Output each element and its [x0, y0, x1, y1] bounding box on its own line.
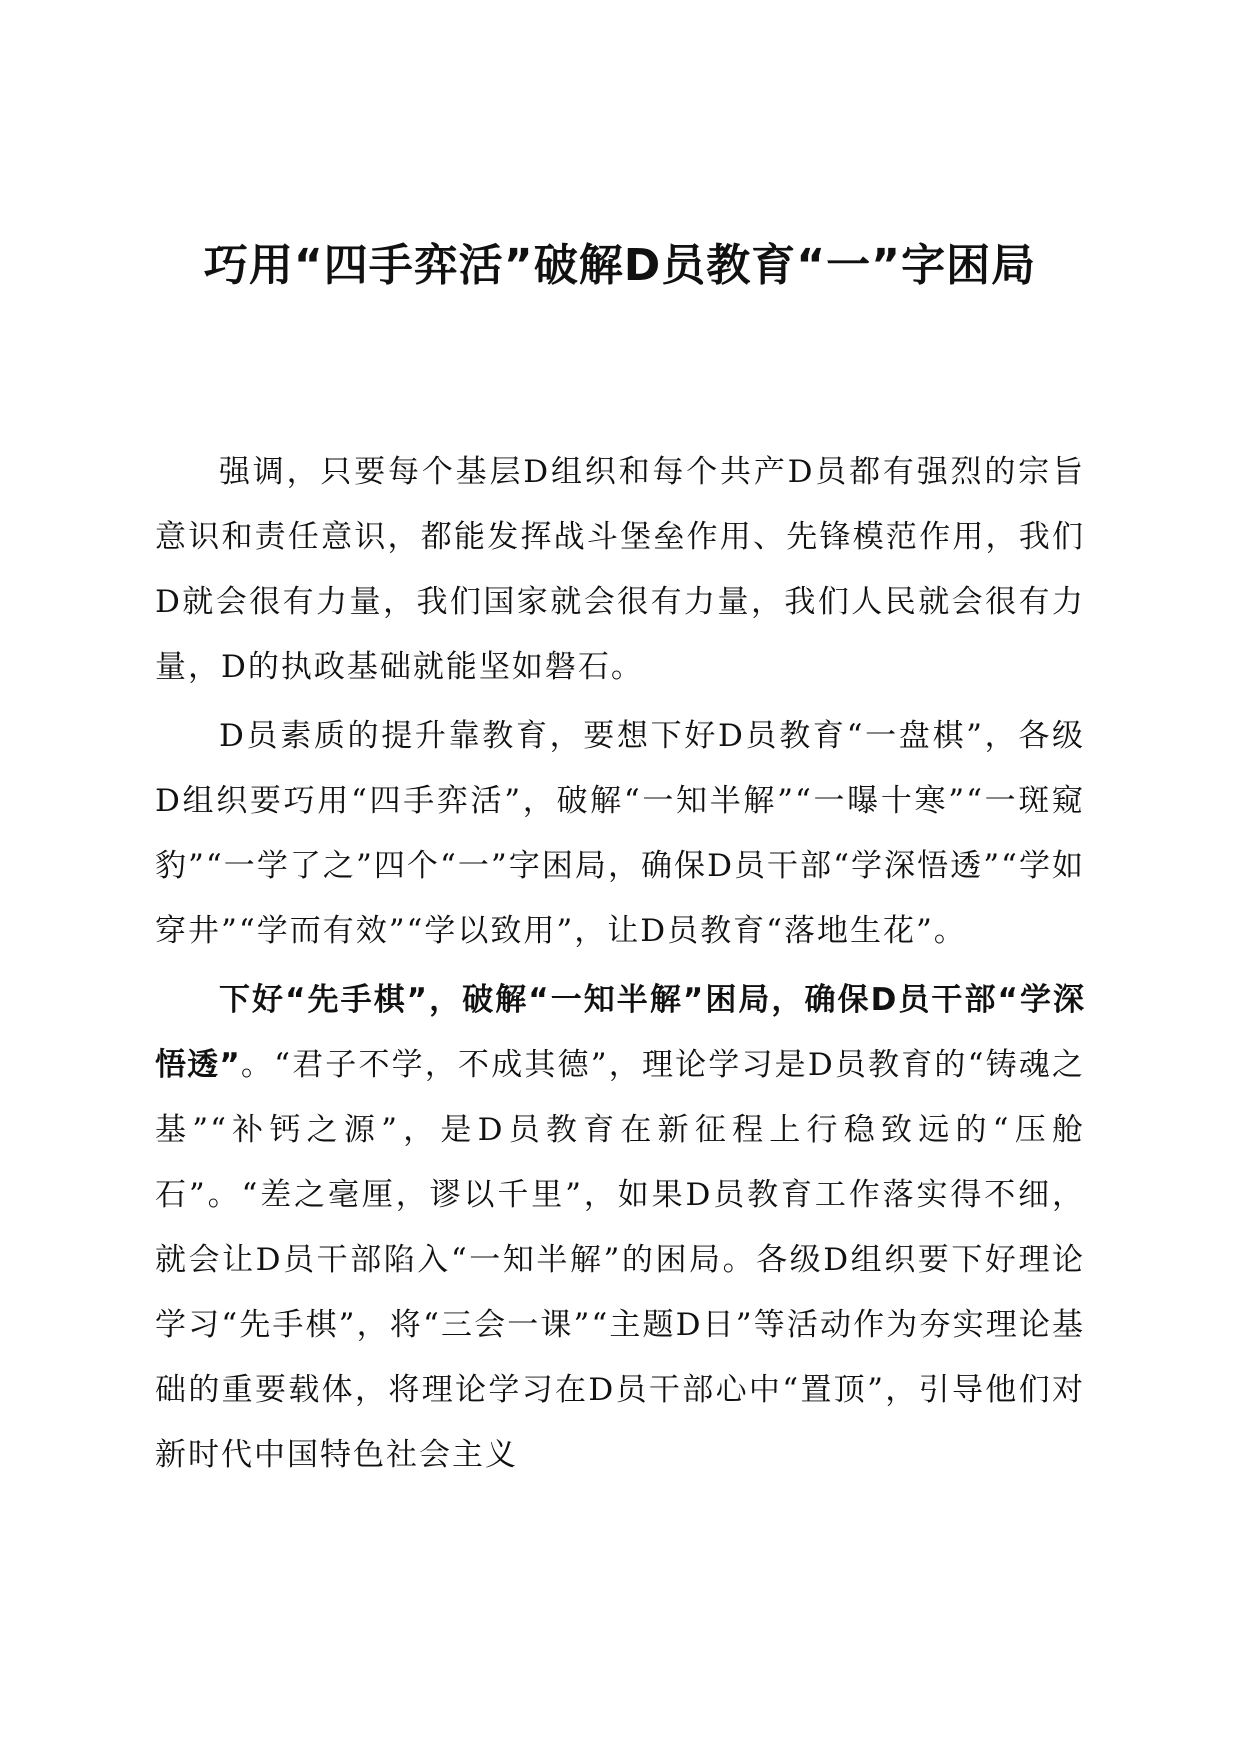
paragraph-text: 强调，只要每个基层D组织和每个共产D员都有强烈的宗旨意识和责任意识，都能发挥战斗堡垒作用、先锋模范作用，我们D就会很有力量，我们国家就会很有力量，我们人民就会很有力量，D的执政基础就能坚如磐石。	[155, 454, 1085, 685]
paragraph-3	[155, 968, 1085, 1488]
document-body	[155, 440, 1085, 1492]
paragraph-2	[155, 704, 1085, 964]
paragraph-text: D员素质的提升靠教育，要想下好D员教育“一盘棋”，各级D组织要巧用“四手弈活”，破解“一知半解”“一曝十寒”“一斑窥豹”“一学了之”四个“一”字困局，确保D员干部“学深悟透”“学如穿井”“学而有效”“学以致用”，让D员教育“落地生花”。	[155, 718, 1085, 949]
paragraph-text: 。“君子不学，不成其德”，理论学习是D员教育的“铸魂之基”“补钙之源”，是D员教育在新征程上行稳致远的“压舱石”。“差之毫厘，谬以千里”，如果D员教育工作落实得不细，就会让D员干部陷入“一知半解”的困局。各级D组织要下好理论学习“先手棋”，将“三会一课”“主题D日”等活动作为夯实理论基础的重要载体，将理论学习在D员干部心中“置顶”，引导他们对新时代中国特色社会主义	[155, 1047, 1085, 1473]
paragraph-lead-heading: 下好“先手棋”，破解“一知半解”困局，确保D员干部“学深悟透”	[155, 982, 1085, 1083]
document-title: 巧用“四手弈活”破解D员教育“一”字困局	[203, 240, 1037, 291]
paragraph-1	[155, 440, 1085, 700]
